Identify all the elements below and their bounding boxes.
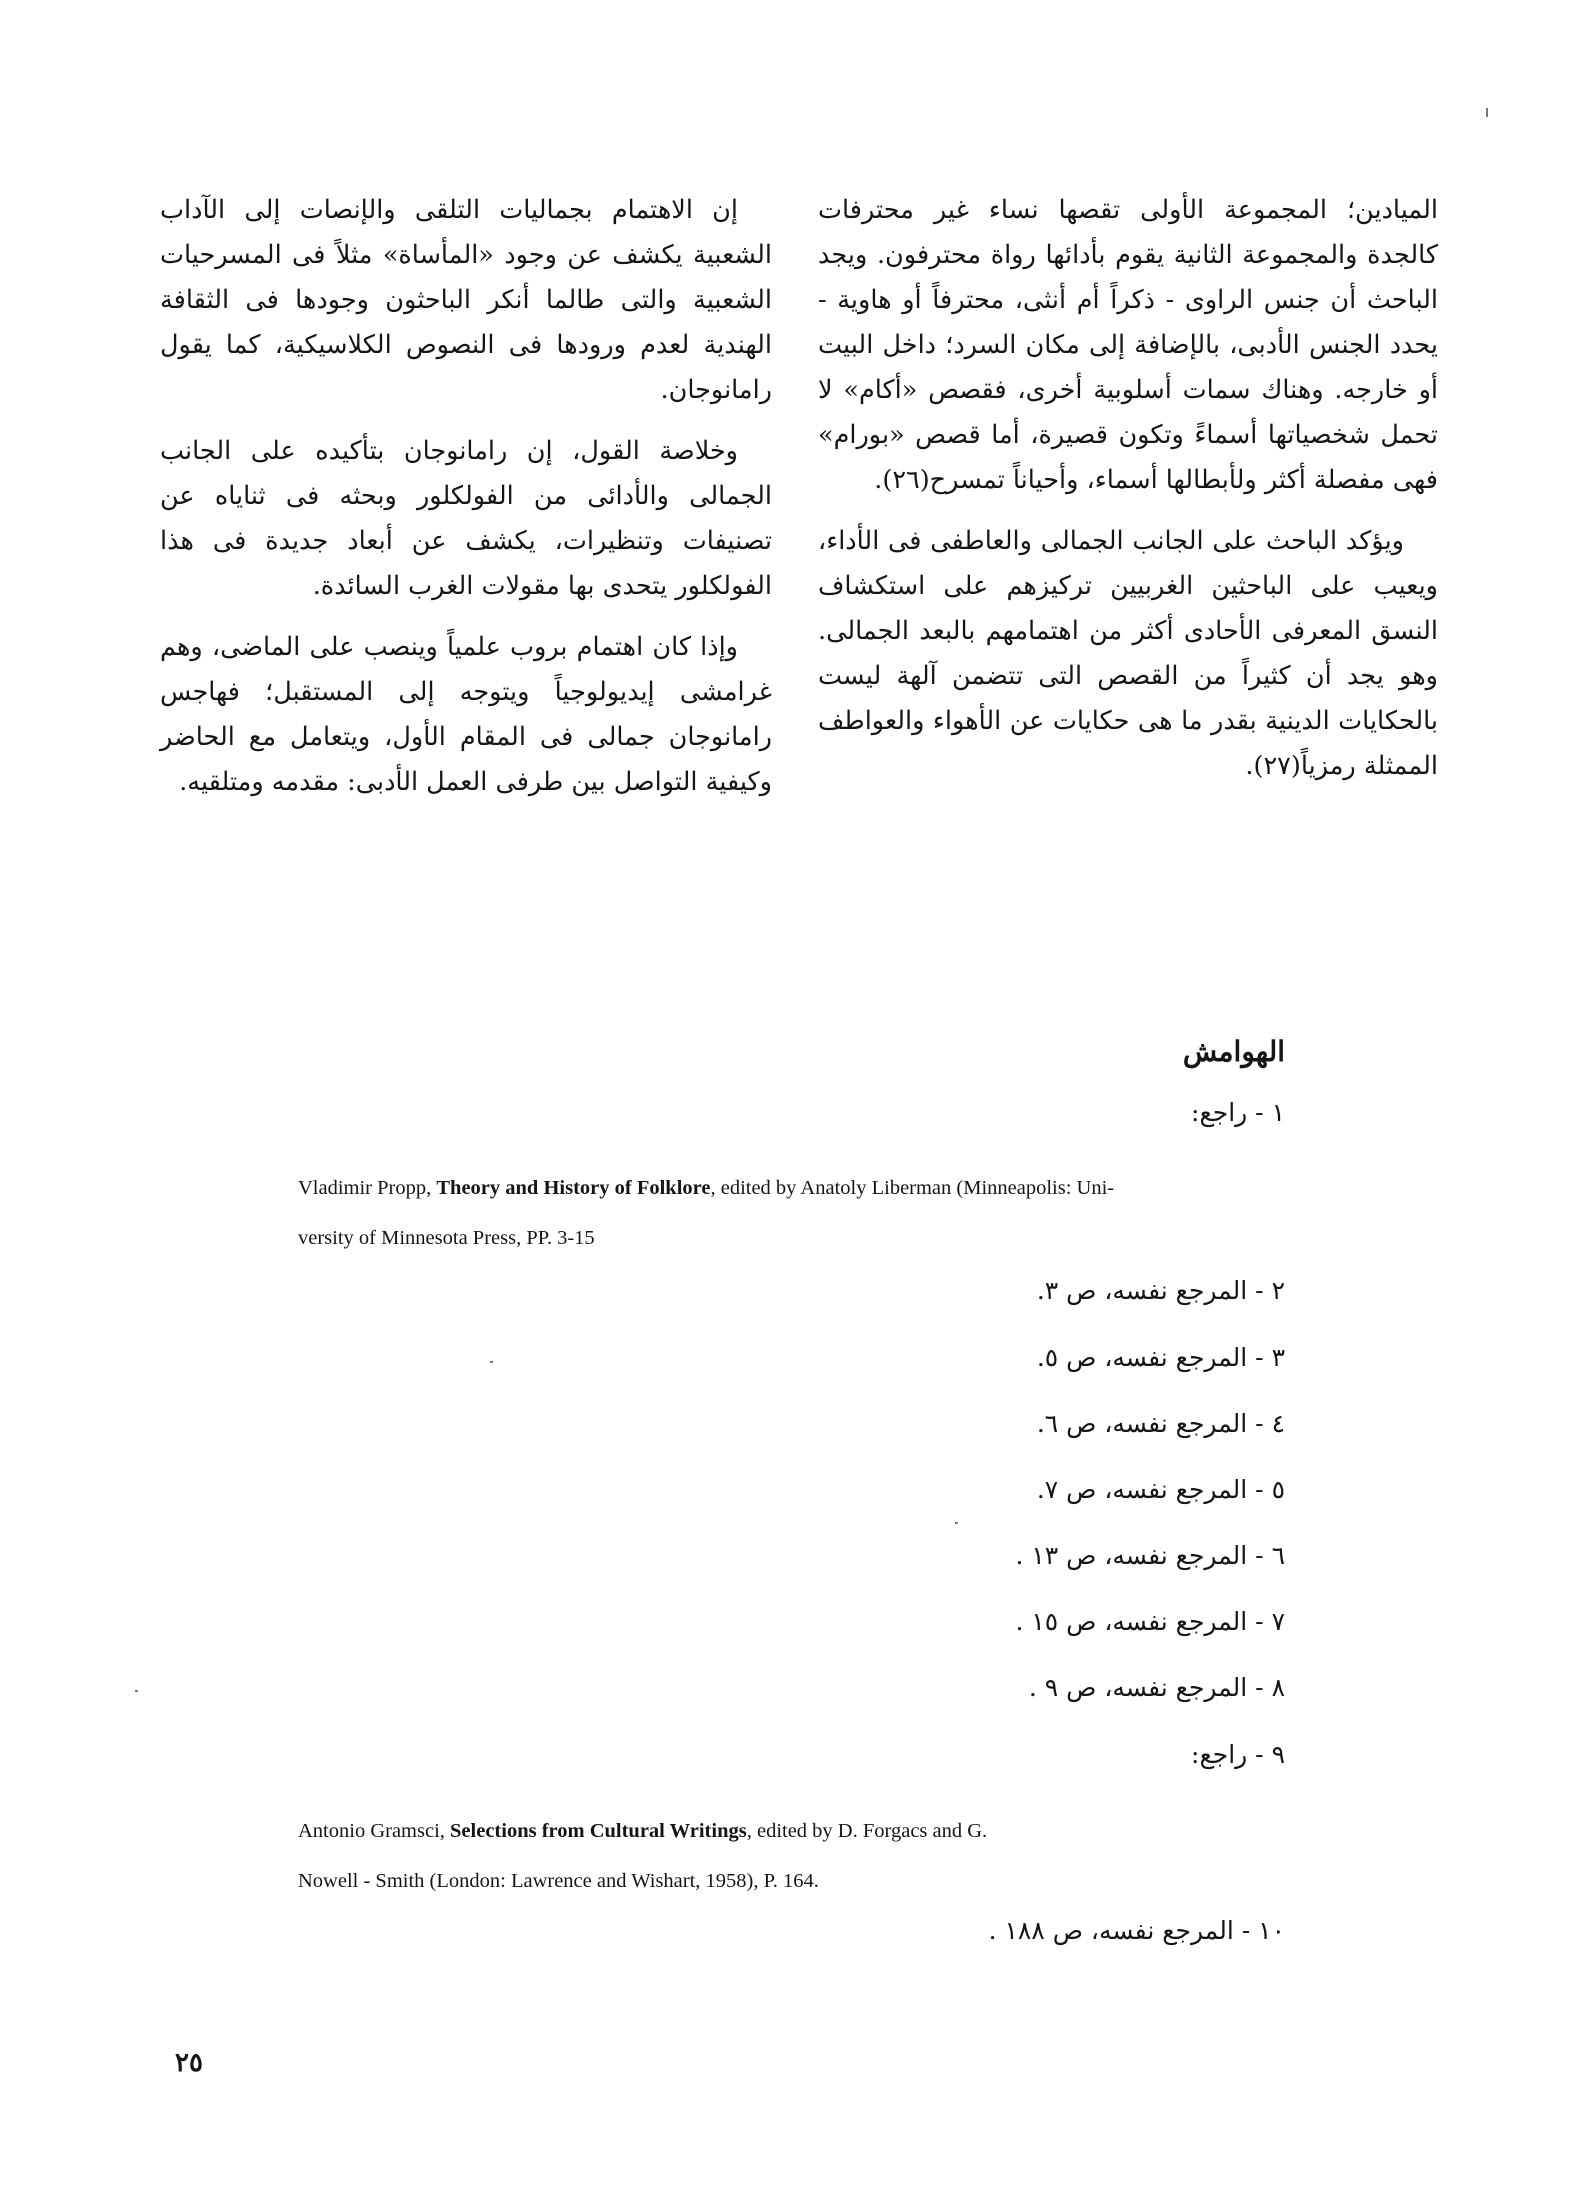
footnote-4: ٤ - المرجع نفسه، ص ٦. — [1036, 1409, 1285, 1438]
footnote-9: ٩ - راجع: — [1191, 1740, 1285, 1769]
paragraph: وإذا كان اهتمام بروب علمياً وينصب على الماضى، وهم غرامشى إيديولوجياً ويتوجه إلى المستقبل؛ فهاجس رامانوجان جمالى فى المقام الأول، ويتعامل مع الحاضر وكيفية التواصل بين طرفى العمل الأدبى: مقدمه ومتلقيه. — [160, 632, 772, 797]
reference-gramsci — [298, 1806, 987, 1906]
reference-details: versity of Minnesota Press, PP. 3-15 — [298, 1227, 595, 1249]
reference-details: Nowell - Smith (London: Lawrence and Wishart, 1958), P. 164. — [298, 1870, 819, 1892]
speck — [955, 1522, 958, 1524]
reference-title: Selections from Cultural Writings — [450, 1820, 747, 1842]
footnote-6: ٦ - المرجع نفسه، ص ١٣ . — [1015, 1541, 1285, 1570]
text-column-right — [818, 188, 1438, 805]
footnote-8: ٨ - المرجع نفسه، ص ٩ . — [1028, 1673, 1285, 1702]
paragraph: وخلاصة القول، إن رامانوجان بتأكيده على الجانب الجمالى والأدائى من الفولكلور وبحثه فى ثناياه عن تصنيفات وتنظيرات، يكشف عن أبعاد جديدة فى هذا الفولكلور يتحدى بها مقولات الغرب السائدة. — [160, 436, 772, 601]
reference-details: , edited by D. Forgacs and G. — [746, 1820, 988, 1842]
footnote-5: ٥ - المرجع نفسه، ص ٧. — [1036, 1475, 1285, 1504]
speck — [1486, 108, 1488, 117]
footnote-3: ٣ - المرجع نفسه، ص ٥. — [1036, 1343, 1285, 1372]
paragraph: إن الاهتمام بجماليات التلقى والإنصات إلى الآداب الشعبية يكشف عن وجود «المأساة» مثلاً فى المسرحيات الشعبية والتى طالما أنكر الباحثون وجودها فى الثقافة الهندية لعدم ورودها فى النصوص الكلاسيكية، كما يقول رامانوجان. — [160, 195, 772, 405]
text-column-left — [160, 188, 772, 821]
reference-details: , edited by Anatoly Liberman (Minneapolis: Uni- — [710, 1177, 1115, 1199]
reference-propp — [298, 1163, 1114, 1263]
reference-author: Vladimir Propp, — [298, 1177, 437, 1199]
speck — [135, 1690, 138, 1692]
footnotes-title: الهوامش — [1182, 1035, 1285, 1068]
reference-author: Antonio Gramsci, — [298, 1820, 451, 1842]
footnote-1: ١ - راجع: — [1191, 1098, 1285, 1127]
page-number: ٢٥ — [175, 2048, 203, 2078]
reference-title: Theory and History of Folklore — [436, 1177, 711, 1199]
footnote-2: ٢ - المرجع نفسه، ص ٣. — [1036, 1276, 1285, 1305]
footnote-7: ٧ - المرجع نفسه، ص ١٥ . — [1015, 1607, 1285, 1636]
footnote-10: ١٠ - المرجع نفسه، ص ١٨٨ . — [988, 1916, 1285, 1945]
paragraph: الميادين؛ المجموعة الأولى تقصها نساء غير محترفات كالجدة والمجموعة الثانية يقوم بأدائها رواة محترفون. ويجد الباحث أن جنس الراوى - ذكراً أم أنثى، محترفاً أو هاوية - يحدد الجنس الأدبى، بالإضافة إلى مكان السرد؛ داخل البيت أو خارجه. وهناك سمات أسلوبية أخرى، فقصص «أكام» لا تحمل شخصياتها أسماءً وتكون قصيرة، أما قصص «بورام» فهى مفصلة أكثر ولأبطالها أسماء، وأحياناً تمسرح(٢٦). — [818, 195, 1438, 495]
paragraph: ويؤكد الباحث على الجانب الجمالى والعاطفى فى الأداء، ويعيب على الباحثين الغربيين تركيزهم على استكشاف النسق المعرفى الأحادى أكثر من اهتمامهم بالبعد الجمالى. وهو يجد أن كثيراً من القصص التى تتضمن آلهة ليست بالحكايات الدينية بقدر ما هى حكايات عن الأهواء والعواطف الممثلة رمزياً(٢٧). — [818, 526, 1438, 781]
speck — [490, 1361, 493, 1363]
